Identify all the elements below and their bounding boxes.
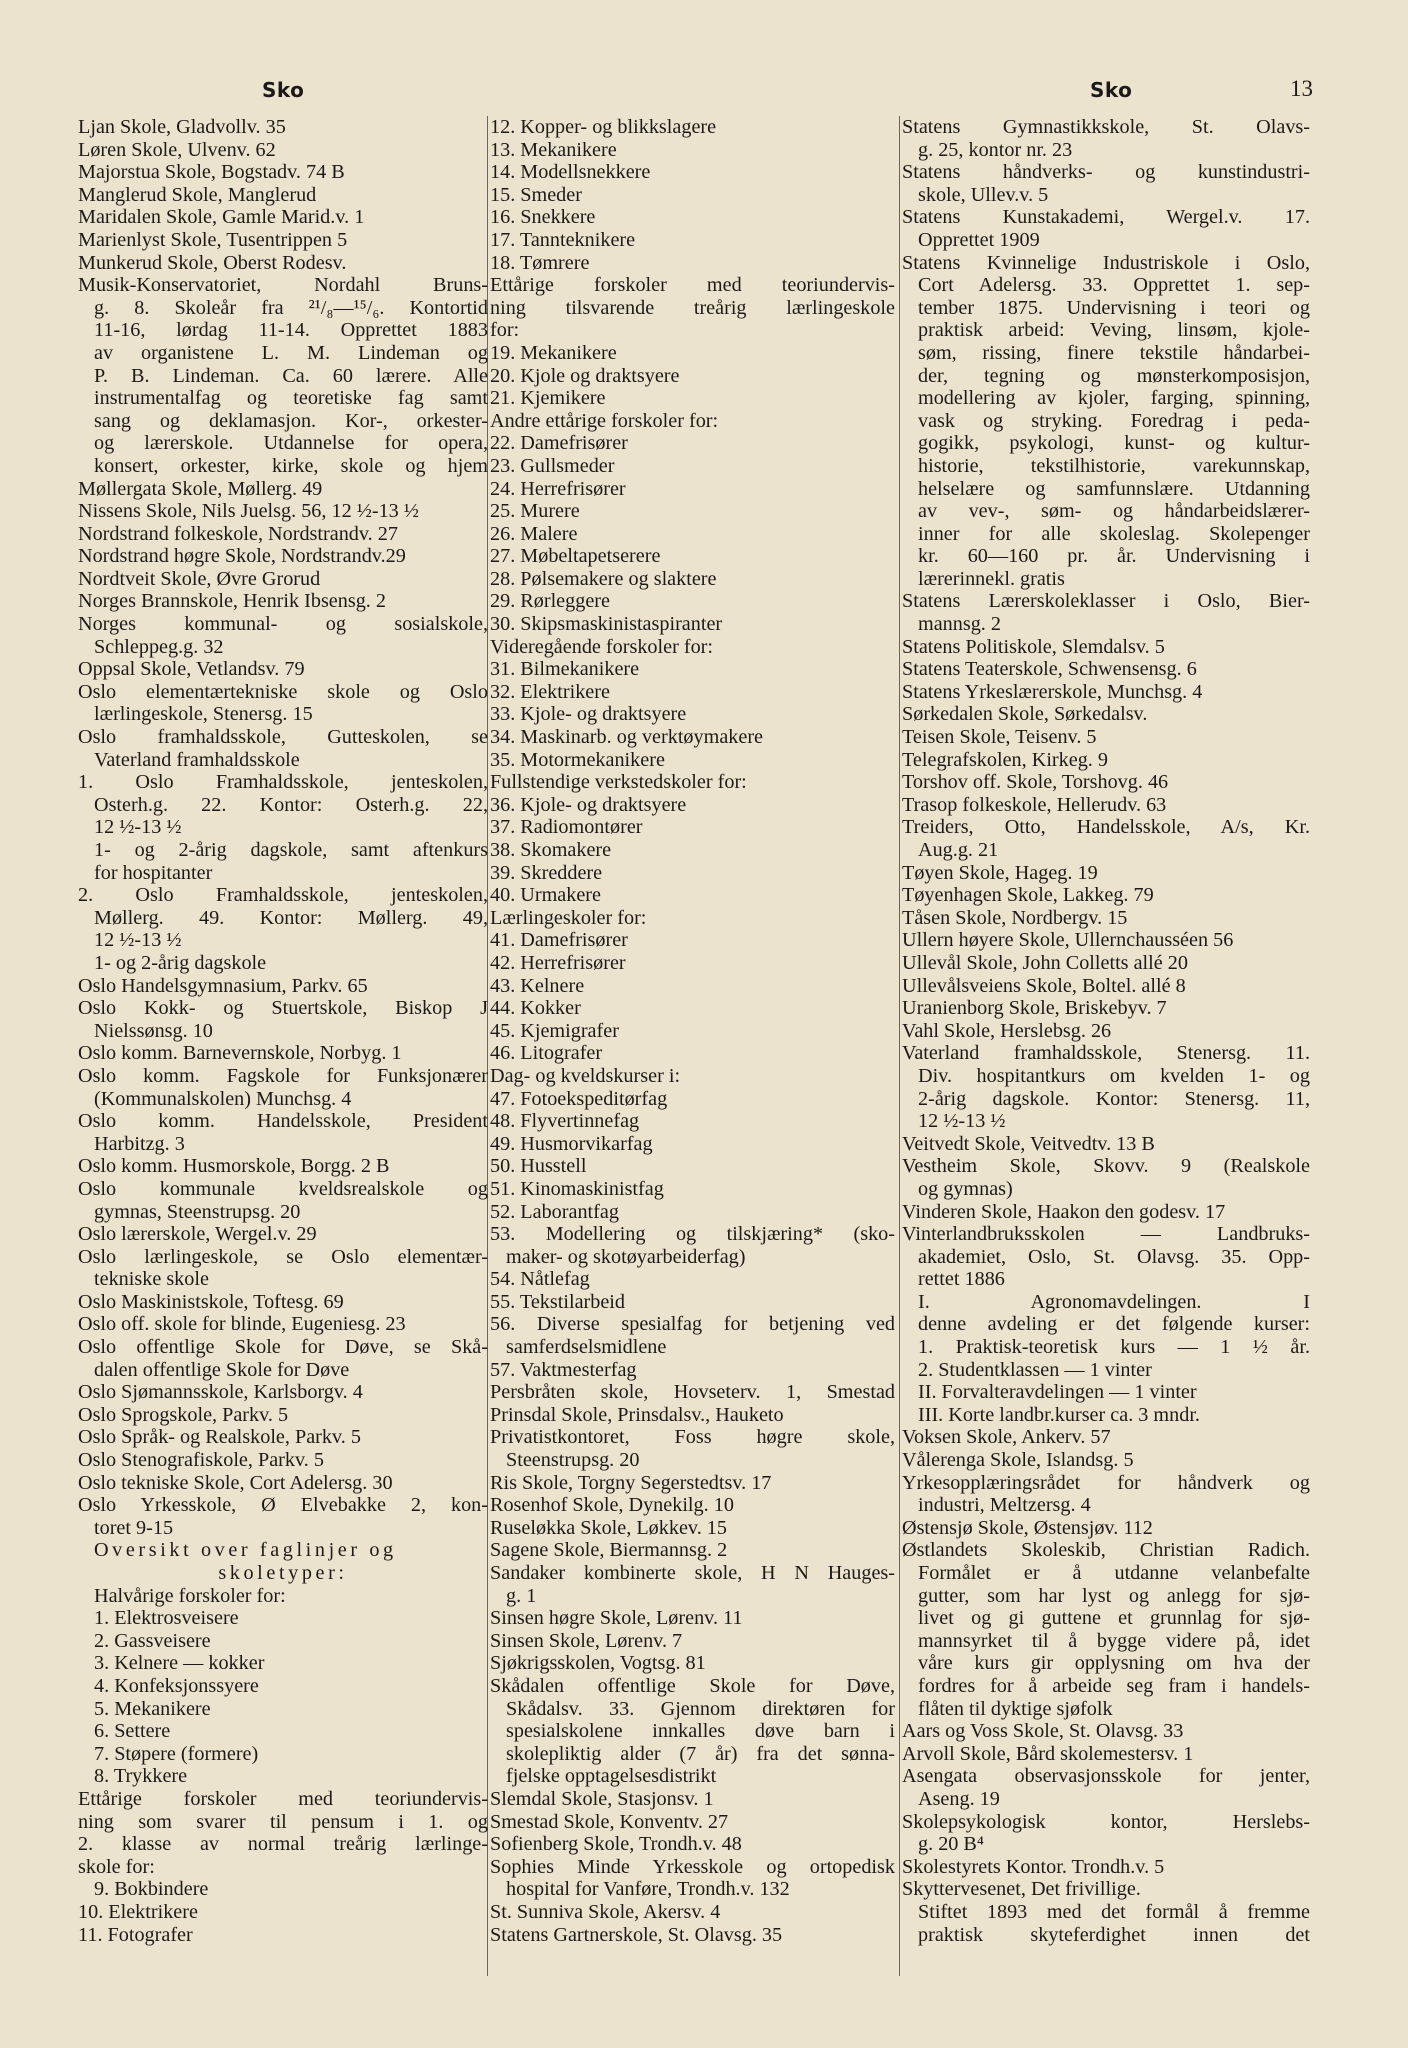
entry-line: Oslo lærerskole, Wergel.v. 29 [78, 1223, 317, 1246]
entry-line: Sandaker kombinerte skole, H N Hauges- [490, 1562, 895, 1584]
page-number: 13 [1290, 76, 1313, 101]
entry-line: 12 ½-13 ½ [94, 816, 182, 839]
entry-line: Veitvedt Skole, Veitvedtv. 13 B [902, 1132, 1155, 1155]
entry-line: 46. Litografer [490, 1042, 603, 1065]
entry-line: 31. Bilmekanikere [490, 658, 640, 681]
entry-line: g. 8. Skoleår fra ²¹/₈—¹⁵/₆. Kontortid [94, 296, 488, 319]
entry-line: Marienlyst Skole, Tusentrippen 5 [78, 228, 348, 251]
entry-line: 37. Radiomontører [490, 816, 643, 839]
entry-line: Ullern høyere Skole, Ullernchausséen 56 [902, 929, 1234, 952]
entry-line: 36. Kjole- og draktsyere [490, 793, 687, 816]
entry-line: for hospitanter [94, 861, 213, 884]
entry-line: flåten til dyktige sjøfolk [918, 1697, 1113, 1720]
entry-line: Smestad Skole, Konventv. 27 [490, 1810, 729, 1833]
entry-line: 49. Husmorvikarfag [490, 1132, 653, 1155]
entry-line: 9. Bokbindere [94, 1878, 209, 1901]
entry-line: Oslo offentlige Skole for Døve, se Skå- [78, 1336, 488, 1359]
entry-line: Oslo komm. Fagskole for Funksjonærer [78, 1064, 488, 1087]
entry-line: Trasop folkeskole, Hellerudv. 63 [902, 793, 1167, 816]
entry-line: mannsyrket til å bygge videre på, idet [918, 1629, 1310, 1652]
entry-line: St. Sunniva Skole, Akersv. 4 [490, 1900, 721, 1923]
entry-line: maker- og skotøyarbeiderfag) [506, 1245, 746, 1268]
entry-line: 56. Diverse spesialfag for betjening ved [490, 1313, 895, 1336]
entry-line: 19. Mekanikere [490, 341, 617, 364]
entry-line: instrumentalfag og teoretiske fag samt [94, 387, 488, 410]
entry-line: Nordtveit Skole, Øvre Grorud [78, 567, 321, 590]
entry-line: Ullevål Skole, John Colletts allé 20 [902, 951, 1188, 974]
entry-line: 1- og 2-årig dagskole, samt aftenkurs [94, 839, 488, 861]
entry-line: sang og deklamasjon. Kor-, orkester- [94, 409, 488, 432]
entry-line: Majorstua Skole, Bogstadv. 74 B [78, 161, 345, 184]
entry-line: Dag- og kveldskurser i: [490, 1064, 681, 1087]
entry-line: Statens Kunstakademi, Wergel.v. 17. [902, 206, 1310, 229]
entry-line: konsert, orkester, kirke, skole og hjem [94, 454, 488, 477]
entry-line: Harbitzg. 3 [94, 1132, 185, 1155]
entry-line: Oslo Sprogskole, Parkv. 5 [78, 1403, 289, 1426]
entry-line: Skådalsv. 33. Gjennom direktøren for [506, 1697, 895, 1720]
entry-line: Vahl Skole, Herslebsg. 26 [902, 1019, 1112, 1042]
entry-line: skole for: [78, 1855, 155, 1878]
entry-line: Oslo komm. Handelsskole, President [78, 1110, 488, 1133]
entry-line: 55. Tekstilarbeid [490, 1290, 626, 1313]
entry-line: 38. Skomakere [490, 839, 612, 861]
entry-line: Munkerud Skole, Oberst Rodesv. [78, 251, 347, 274]
entry-line: helselære og samfunnslære. Utdanning [918, 477, 1310, 500]
entry-line: Vestheim Skole, Skovv. 9 (Realskole [902, 1155, 1310, 1178]
entry-line: g. 1 [506, 1584, 537, 1607]
entry-line: Oslo Yrkesskole, Ø Elvebakke 2, kon- [78, 1494, 488, 1517]
entry-line: Vinderen Skole, Haakon den godesv. 17 [902, 1200, 1226, 1223]
entry-line: 2. klasse av normal treårig lærlinge- [78, 1833, 488, 1856]
entry-line: 2. Gassveisere [94, 1629, 211, 1652]
entry-line: Skådalen offentlige Skole for Døve, [490, 1674, 895, 1697]
entry-line: Norges kommunal- og sosialskole, [78, 613, 488, 636]
entry-line: fjelske opptagelsesdistrikt [506, 1765, 717, 1788]
entry-line: 1. Oslo Framhaldsskole, jenteskolen, [78, 771, 488, 794]
entry-line: 39. Skreddere [490, 861, 603, 884]
running-header-right: Sko [1090, 78, 1133, 102]
entry-line: for: [490, 319, 520, 342]
entry-line: Oslo Sjømannsskole, Karlsborgv. 4 [78, 1381, 363, 1404]
entry-line: Slemdal Skole, Stasjonsv. 1 [490, 1787, 714, 1810]
entry-line: Nielssønsg. 10 [94, 1019, 213, 1042]
entry-line: Formålet er å utdanne velanbefalte [918, 1562, 1310, 1584]
entry-line: 40. Urmakere [490, 884, 601, 907]
entry-line: Persbråten skole, Hovseterv. 1, Smestad [490, 1381, 895, 1404]
entry-line: rettet 1886 [918, 1268, 1005, 1291]
entry-line: Telegrafskolen, Kirkeg. 9 [902, 748, 1108, 771]
entry-line: spesialskolene innkalles døve barn i [506, 1720, 895, 1743]
entry-line: 34. Maskinarb. og verktøymakere [490, 726, 764, 749]
entry-line: 8. Trykkere [94, 1765, 188, 1788]
entry-line: Oslo tekniske Skole, Cort Adelersg. 30 [78, 1471, 393, 1494]
entry-line: Vaterland framhaldsskole [94, 748, 300, 771]
entry-line: gymnas, Steenstrupsg. 20 [94, 1200, 301, 1223]
entry-line: skole, Ullev.v. 5 [918, 183, 1049, 206]
entry-line: Oversikt over faglinjer og [94, 1539, 397, 1562]
entry-line: Oslo Språk- og Realskole, Parkv. 5 [78, 1426, 361, 1449]
entry-line: Oslo komm. Barnevernskole, Norbyg. 1 [78, 1042, 402, 1065]
entry-line: Voksen Skole, Ankerv. 57 [902, 1426, 1111, 1449]
entry-line: Skolepsykologisk kontor, Herslebs- [902, 1810, 1310, 1833]
entry-line: Schleppeg.g. 32 [94, 635, 224, 658]
entry-line: 4. Konfeksjonssyere [94, 1674, 259, 1697]
entry-line: Oslo Handelsgymnasium, Parkv. 65 [78, 974, 368, 997]
entry-line: Oslo elementærtekniske skole og Oslo [78, 680, 488, 703]
entry-line: Oslo komm. Husmorskole, Borgg. 2 B [78, 1155, 390, 1178]
entry-line: 20. Kjole og draktsyere [490, 364, 680, 387]
entry-line: Ettårige forskoler med teoriundervis- [490, 274, 895, 297]
entry-line: 30. Skipsmaskinistaspiranter [490, 613, 723, 636]
entry-line: Privatistkontoret, Foss høgre skole, [490, 1426, 895, 1449]
entry-line: Treiders, Otto, Handelsskole, A/s, Kr. [902, 816, 1310, 839]
entry-line: mannsg. 2 [918, 613, 1001, 636]
entry-line: Fullstendige verkstedskoler for: [490, 771, 747, 794]
entry-line: 28. Pølsemakere og slaktere [490, 567, 717, 590]
entry-line: Prinsdal Skole, Prinsdalsv., Hauketo [490, 1403, 784, 1426]
entry-line: Norges Brannskole, Henrik Ibsensg. 2 [78, 590, 386, 613]
entry-line: våre kurs gir opplysning om hva der [918, 1652, 1310, 1675]
entry-line: Osterh.g. 22. Kontor: Osterh.g. 22, [94, 793, 488, 816]
entry-line: industri, Meltzersg. 4 [918, 1494, 1091, 1517]
entry-line: II. Forvalteravdelingen — 1 vinter [918, 1381, 1197, 1404]
entry-line: Div. hospitantkurs om kvelden 1- og [918, 1064, 1310, 1087]
entry-line: Statens Teaterskole, Schwensensg. 6 [902, 658, 1197, 681]
entry-line: Uranienborg Skole, Briskebyv. 7 [902, 997, 1167, 1020]
entry-line: Ruseløkka Skole, Løkkev. 15 [490, 1516, 727, 1539]
entry-line: Statens Kvinnelige Industriskole i Oslo, [902, 251, 1310, 274]
entry-line: lærlingeskole, Stenersg. 15 [94, 703, 313, 726]
entry-line: lærerinnekl. gratis [918, 567, 1065, 590]
entry-line: Teisen Skole, Teisenv. 5 [902, 726, 1097, 749]
entry-line: 6. Settere [94, 1720, 171, 1743]
entry-line: Oslo lærlingeskole, se Oslo elementær- [78, 1245, 488, 1268]
entry-line: tember 1875. Undervisning i teori og [918, 296, 1310, 319]
entry-line: 12 ½-13 ½ [94, 929, 182, 952]
entry-line: Ullevålsveiens Skole, Boltel. allé 8 [902, 974, 1186, 997]
entry-line: 11. Fotografer [78, 1923, 193, 1946]
entry-line: Opprettet 1909 [918, 228, 1040, 251]
entry-line: Cort Adelersg. 33. Opprettet 1. sep- [918, 274, 1310, 297]
entry-line: der, tegning og mønsterkomposisjon, [918, 364, 1310, 387]
entry-line: 25. Murere [490, 500, 580, 523]
entry-line: Lærlingeskoler for: [490, 906, 647, 929]
entry-line: Manglerud Skole, Manglerud [78, 183, 317, 206]
entry-line: (Kommunalskolen) Munchsg. 4 [94, 1087, 352, 1110]
entry-line: 52. Laborantfag [490, 1200, 619, 1223]
entry-line: Sophies Minde Yrkesskole og ortopedisk [490, 1855, 895, 1878]
entry-line: Sinsen Skole, Lørenv. 7 [490, 1629, 683, 1652]
entry-line: Oppsal Skole, Vetlandsv. 79 [78, 658, 305, 681]
entry-line: g. 25, kontor nr. 23 [918, 138, 1073, 161]
entry-line: Rosenhof Skole, Dynekilg. 10 [490, 1494, 734, 1517]
entry-line: 32. Elektrikere [490, 680, 610, 703]
entry-line: ning tilsvarende treårig lærlingeskole [490, 296, 895, 319]
entry-line: 7. Støpere (formere) [94, 1742, 259, 1765]
entry-line: 43. Kelnere [490, 974, 585, 997]
entry-line: Vaterland framhaldsskole, Stenersg. 11. [902, 1042, 1310, 1065]
entry-line: 1. Praktisk-teoretisk kurs — 1 ½ år. [918, 1336, 1310, 1359]
entry-line: Sagene Skole, Biermannsg. 2 [490, 1539, 728, 1562]
entry-line: historie, tekstilhistorie, varekunnskap, [918, 454, 1310, 477]
entry-line: 53. Modellering og tilskjæring* (sko- [490, 1223, 895, 1246]
entry-line: Statens Gymnastikkskole, St. Olavs- [902, 116, 1310, 138]
entry-line: Sofienberg Skole, Trondh.v. 48 [490, 1833, 742, 1856]
entry-line: 3. Kelnere — kokker [94, 1652, 265, 1675]
entry-line: Asengata observasjonsskole for jenter, [902, 1765, 1310, 1788]
entry-line: ning som svarer til pensum i 1. og [78, 1810, 488, 1833]
entry-line: skoletyper: [218, 1562, 348, 1584]
entry-line: Oslo kommunale kveldsrealskole og [78, 1177, 488, 1200]
entry-line: Nordstrand høgre Skole, Nordstrandv.29 [78, 545, 406, 568]
entry-line: Møllerg. 49. Kontor: Møllerg. 49, [94, 906, 488, 929]
entry-line: Sinsen høgre Skole, Lørenv. 11 [490, 1607, 743, 1630]
entry-line: Østensjø Skole, Østensjøv. 112 [902, 1516, 1153, 1539]
entry-line: Torshov off. Skole, Torshovg. 46 [902, 771, 1169, 794]
entry-line: Stiftet 1893 med det formål å fremme [918, 1900, 1310, 1923]
entry-line: Andre ettårige forskoler for: [490, 409, 719, 432]
entry-line: 51. Kinomaskinistfag [490, 1177, 664, 1200]
entry-line: III. Korte landbr.kurser ca. 3 mndr. [918, 1403, 1200, 1426]
entry-line: 42. Herrefrisører [490, 951, 626, 974]
entry-line: P. B. Lindeman. Ca. 60 lærere. Alle [94, 364, 488, 387]
column-right [902, 116, 1310, 1946]
entry-line: 48. Flyvertinnefag [490, 1110, 640, 1133]
entry-line: Oslo Stenografiskole, Parkv. 5 [78, 1449, 324, 1472]
entry-line: 5. Mekanikere [94, 1697, 211, 1720]
entry-line: Arvoll Skole, Bård skolemestersv. 1 [902, 1742, 1194, 1765]
entry-line: dalen offentlige Skole for Døve [94, 1358, 350, 1381]
entry-line: 26. Malere [490, 522, 578, 545]
entry-line: 33. Kjole- og draktsyere [490, 703, 687, 726]
entry-line: skolepliktig alder (7 år) fra det sønna- [506, 1742, 895, 1765]
entry-line: 12 ½-13 ½ [918, 1110, 1006, 1133]
entry-line: g. 20 B⁴ [918, 1833, 984, 1856]
entry-line: 16. Snekkere [490, 206, 596, 229]
entry-line: og gymnas) [918, 1177, 1013, 1200]
entry-line: Tåsen Skole, Nordbergv. 15 [902, 906, 1128, 929]
entry-line: Statens Gartnerskole, St. Olavsg. 35 [490, 1923, 783, 1946]
entry-line: Yrkesopplæringsrådet for håndverk og [902, 1471, 1310, 1494]
entry-line: 57. Vaktmesterfag [490, 1358, 637, 1381]
entry-line: 12. Kopper- og blikkslagere [490, 116, 717, 138]
entry-line: Skolestyrets Kontor. Trondh.v. 5 [902, 1855, 1165, 1878]
entry-line: samferdselsmidlene [506, 1336, 667, 1359]
entry-line: 44. Kokker [490, 997, 581, 1020]
entry-line: inner for alle skoleslag. Skolepenger [918, 522, 1310, 545]
entry-line: 35. Motormekanikere [490, 748, 665, 771]
entry-line: toret 9-15 [94, 1516, 174, 1539]
entry-line: 11-16, lørdag 11-14. Opprettet 1883 [94, 319, 488, 342]
entry-line: 54. Nåtlefag [490, 1268, 590, 1291]
entry-line: praktisk arbeid: Veving, linsøm, kjole- [918, 319, 1310, 342]
entry-line: 21. Kjemikere [490, 387, 606, 410]
entry-line: Statens Yrkeslærerskole, Munchsg. 4 [902, 680, 1203, 703]
entry-line: av vev-, søm- og håndarbeidslærer- [918, 500, 1310, 523]
entry-line: Oslo Maskinistskole, Toftesg. 69 [78, 1290, 344, 1313]
entry-line: Oslo Kokk- og Stuertskole, Biskop J [78, 997, 488, 1020]
entry-line: Skyttervesenet, Det frivillige. [902, 1878, 1141, 1901]
entry-line: hospital for Vanføre, Trondh.v. 132 [506, 1878, 790, 1901]
entry-line: Sjøkrigsskolen, Vogtsg. 81 [490, 1652, 706, 1675]
entry-line: 2. Studentklassen — 1 vinter [918, 1358, 1152, 1381]
entry-line: 23. Gullsmeder [490, 454, 615, 477]
entry-line: Oslo off. skole for blinde, Eugeniesg. 23 [78, 1313, 406, 1336]
entry-line: Nordstrand folkeskole, Nordstrandv. 27 [78, 522, 398, 545]
entry-line: 17. Tannteknikere [490, 228, 636, 251]
entry-line: 10. Elektrikere [78, 1900, 198, 1923]
entry-line: vask og stryking. Foredrag i peda- [918, 409, 1310, 432]
entry-line: 50. Husstell [490, 1155, 587, 1178]
entry-line: Nissens Skole, Nils Juelsg. 56, 12 ½-13 ½ [78, 500, 419, 523]
entry-line: av organistene L. M. Lindeman og [94, 341, 488, 364]
entry-line: 45. Kjemigrafer [490, 1019, 619, 1042]
entry-line: Vinterlandbruksskolen — Landbruks- [902, 1223, 1310, 1246]
entry-line: Aars og Voss Skole, St. Olavsg. 33 [902, 1720, 1184, 1743]
entry-line: Oslo framhaldsskole, Gutteskolen, se [78, 726, 488, 749]
entry-line: 29. Rørleggere [490, 590, 610, 613]
entry-line: 2-årig dagskole. Kontor: Stenersg. 11, [918, 1087, 1310, 1110]
entry-line: Løren Skole, Ulvenv. 62 [78, 138, 276, 161]
entry-line: 15. Smeder [490, 183, 582, 206]
entry-line: Maridalen Skole, Gamle Marid.v. 1 [78, 206, 365, 229]
entry-line: 47. Fotoekspeditørfag [490, 1087, 668, 1110]
entry-line: 13. Mekanikere [490, 138, 617, 161]
entry-line: 18. Tømrere [490, 251, 590, 274]
entry-line: 27. Møbeltapetserere [490, 545, 661, 568]
entry-line: Tøyenhagen Skole, Lakkeg. 79 [902, 884, 1154, 907]
entry-line: livet og gi guttene et grunnlag for sjø- [918, 1607, 1310, 1630]
entry-line: Ettårige forskoler med teoriundervis- [78, 1787, 488, 1810]
entry-line: Statens Politiskole, Slemdalsv. 5 [902, 635, 1165, 658]
entry-line: Halvårige forskoler for: [94, 1584, 286, 1607]
entry-line: Statens håndverks- og kunstindustri- [902, 161, 1310, 184]
entry-line: Ris Skole, Torgny Segerstedtsv. 17 [490, 1471, 772, 1494]
entry-line: Møllergata Skole, Møllerg. 49 [78, 477, 323, 500]
entry-line: tekniske skole [94, 1268, 209, 1291]
entry-line: praktisk skyteferdighet innen det [918, 1923, 1310, 1946]
entry-line: Østlandets Skoleskib, Christian Radich. [902, 1539, 1310, 1562]
entry-line: søm, rissing, finere tekstile håndarbei- [918, 341, 1310, 364]
entry-line: Steenstrupsg. 20 [506, 1449, 640, 1472]
entry-line: 24. Herrefrisører [490, 477, 626, 500]
entry-line: modellering av kjoler, farging, spinning, [918, 387, 1310, 410]
entry-line: akademiet, Oslo, St. Olavsg. 35. Opp- [918, 1245, 1310, 1268]
entry-line: Statens Lærerskoleklasser i Oslo, Bier- [902, 590, 1310, 613]
entry-line: 2. Oslo Framhaldsskole, jenteskolen, [78, 884, 488, 907]
entry-line: Musik-Konservatoriet, Nordahl Bruns- [78, 274, 488, 297]
entry-line: Videregående forskoler for: [490, 635, 713, 658]
entry-line: kr. 60—160 pr. år. Undervisning i [918, 545, 1310, 568]
column-rule-right [899, 116, 900, 1976]
entry-line: Ljan Skole, Gladvollv. 35 [78, 116, 286, 138]
entry-line: 1. Elektrosveisere [94, 1607, 239, 1630]
entry-line: Tøyen Skole, Hageg. 19 [902, 861, 1098, 884]
column-left [78, 116, 488, 1946]
entry-line: og lærerskole. Utdannelse for opera, [94, 432, 488, 455]
entry-line: gutter, som har lyst og anlegg for sjø- [918, 1584, 1310, 1607]
entry-line: 14. Modellsnekkere [490, 161, 651, 184]
entry-line: I. Agronomavdelingen. I [918, 1290, 1310, 1313]
entry-line: Aseng. 19 [918, 1787, 1000, 1810]
entry-line: 1- og 2-årig dagskole [94, 951, 267, 974]
entry-line: Sørkedalen Skole, Sørkedalsv. [902, 703, 1148, 726]
running-header-left: Sko [262, 78, 305, 102]
entry-line: denne avdeling er det følgende kurser: [918, 1313, 1310, 1336]
column-middle [490, 116, 895, 1946]
entry-line: 22. Damefrisører [490, 432, 628, 455]
entry-line: Vålerenga Skole, Islandsg. 5 [902, 1449, 1134, 1472]
entry-line: Aug.g. 21 [918, 839, 999, 861]
entry-line: gogikk, psykologi, kunst- og kultur- [918, 432, 1310, 455]
entry-line: fordres for å arbeide seg fram i handels- [918, 1674, 1310, 1697]
entry-line: 41. Damefrisører [490, 929, 628, 952]
